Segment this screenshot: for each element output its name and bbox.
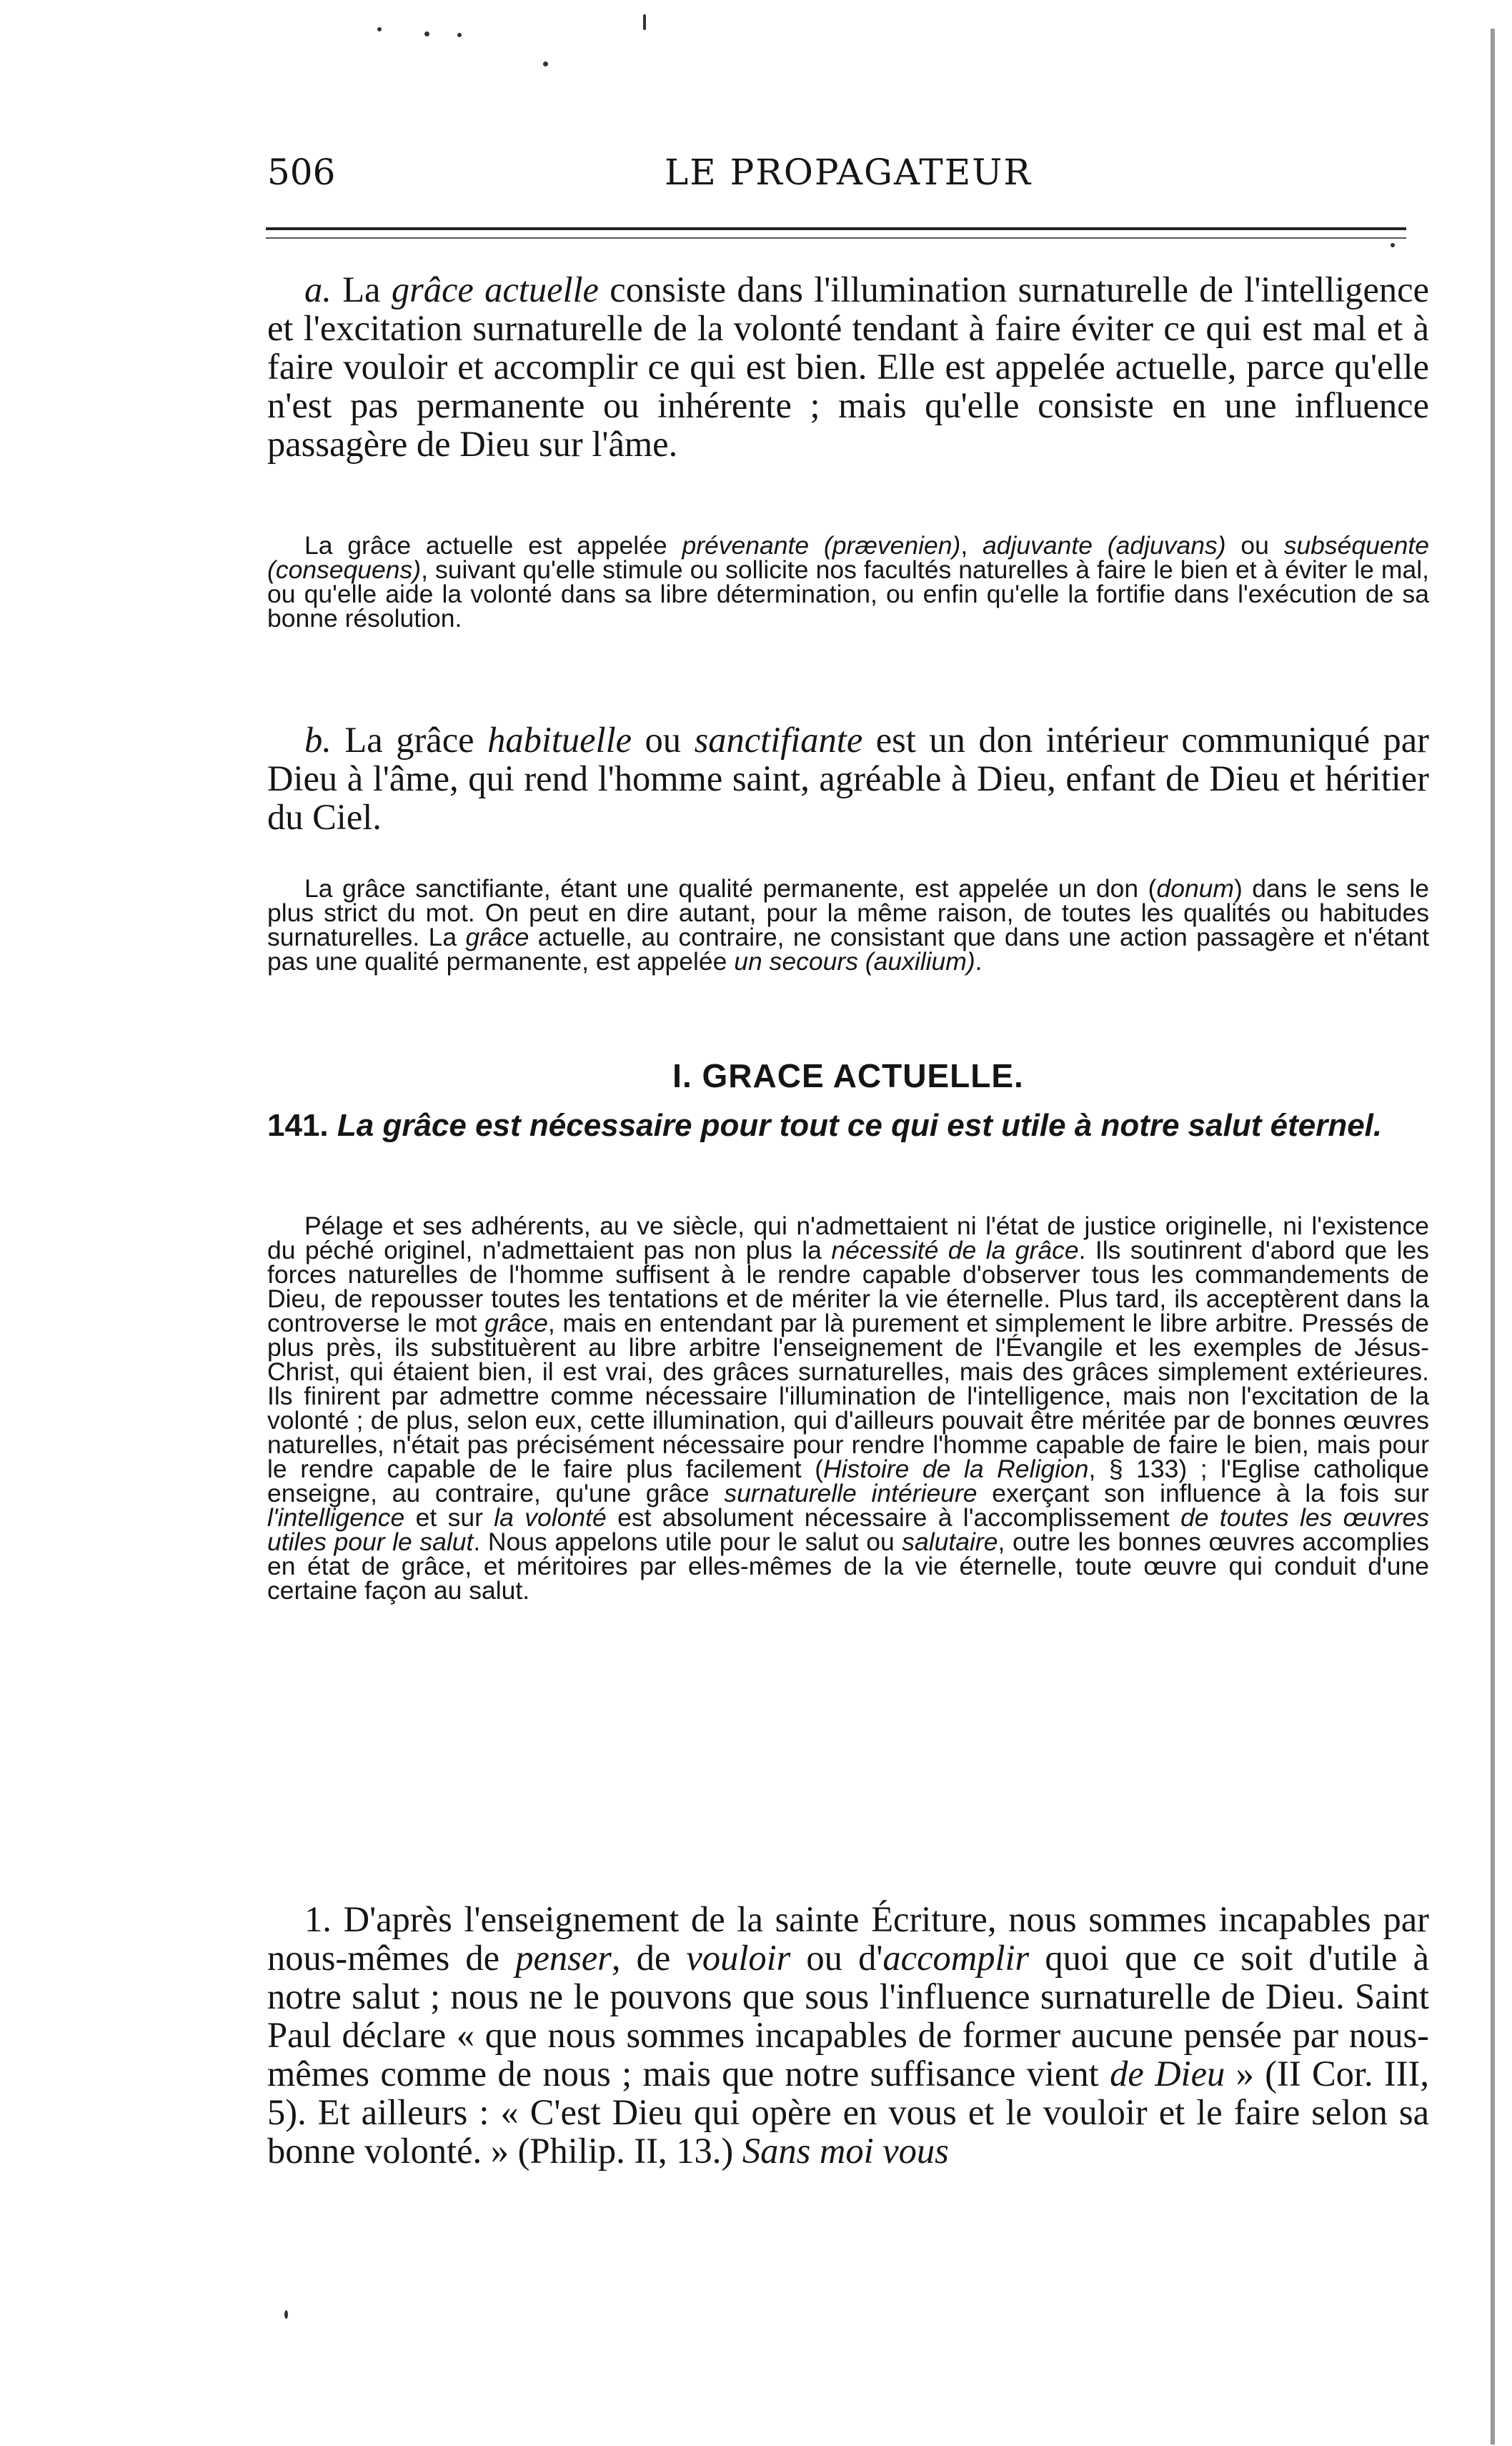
note-141: Pélage et ses adhérents, au ve siècle, qui n'admettaient ni l'état de justice originelle, ni l'existence du péché originel, n'admettaient pas non plus la nécessité de la grâce. Ils soutinrent d'abord que les forces naturelles de l'homme suffisent à le rendre capable d'observer tous les commandements de Dieu, de repousser toutes les tentations et de mériter la vie éternelle. Plus tard, ils acceptèrent dans la controverse le mot grâce, mais en entendant par là purement et simplement le libre arbitre. Pressés de plus près, ils substituèrent au libre arbitre l'enseignement de l'Évangile et les exemples de Jésus-Christ, qui étaient bien, il est vrai, des grâces surnaturelles, mais des grâces simplement extérieures. Ils finirent par admettre comme nécessaire l'illumination de l'intelligence, mais non l'excitation de la volonté ; de plus, selon eux, cette illumination, qui d'ailleurs pouvait être méritée par de bonnes œuvres naturelles, n'était pas précisément nécessaire pour rendre l'homme capable de faire le bien, mais pour le rendre capable de le faire plus facilement (Histoire de la Religion, § 133) ; l'Eglise catholique enseigne, au contraire, qu'une grâce surnaturelle intérieure exerçant son influence à la fois sur l'intelligence et sur la volonté est absolument nécessaire à l'accomplissement de toutes les œuvres utiles pour le salut. Nous appelons utile pour le salut ou salutaire, outre les bonnes œuvres accomplies en état de grâce, et méritoires par elles-mêmes de la vie éternelle, toute œuvre qui conduit d'une certaine façon au salut. (267, 1212, 1430, 1605)
paragraph-b: b. La grâce habituelle ou sanctifiante est un don intérieur communiqué par Dieu à l'âme, qui rend l'homme saint, agréable à Dieu, enfant de Dieu et héritier du Ciel. (267, 720, 1430, 837)
scan-margin-edge (1491, 29, 1495, 2445)
page-number: 506 (267, 152, 336, 193)
paragraph-a: a. La grâce actuelle consiste dans l'illumination surnaturelle de l'intelligence et l'excitation surnaturelle de la volonté tendant à faire éviter ce qui est mal et à faire vouloir et accomplir ce qui est bien. Elle est appelée actuelle, parce qu'elle n'est pas permanente ou inhérente ; mais qu'elle consiste en une influence passagère de Dieu sur l'âme. (267, 269, 1429, 464)
rule-141-heading (267, 1108, 1429, 1144)
rule-number: 141. (267, 1108, 329, 1143)
note-b: La grâce sanctifiante, étant une qualité permanente, est appelée un don (donum) dans le sens le plus strict du mot. On peut en dire autant, pour la même raison, de toutes les qualités ou habitudes surnaturelles. La grâce actuelle, au contraire, ne consistant que dans une action passagère et n'étant pas une qualité permanente, est appelée un secours (auxilium). (267, 874, 1429, 976)
paragraph-marker-a: a. (304, 269, 332, 310)
paragraph-marker-b: b. (304, 720, 332, 760)
header-rule-thin (266, 237, 1406, 239)
rule-statement: La grâce est nécessaire pour tout ce qui est utile à notre salut éternel. (328, 1108, 1383, 1143)
section-title: I. GRACE ACTUELLE. (672, 1057, 1024, 1094)
header-rule (266, 227, 1406, 230)
running-title: LE PROPAGATEUR (665, 152, 1032, 193)
running-header (267, 152, 1453, 209)
note-a: La grâce actuelle est appelée prévenante (prævenien), adjuvante (adjuvans) ou subséquente (consequens), suivant qu'elle stimule ou sollicite nos facultés naturelles à faire le bien et à éviter le mal, ou qu'elle aide la volonté dans sa libre détermination, ou enfin qu'elle la fortifie dans l'exécution de sa bonne résolution. (267, 531, 1429, 633)
paragraph-1: 1. D'après l'enseignement de la sainte Écriture, nous sommes incapables par nous-mêmes de penser, de vouloir ou d'accomplir quoi que ce soit d'utile à notre salut ; nous ne le pouvons que sous l'influence surnaturelle de Dieu. Saint Paul déclare « que nous sommes incapables de former aucune pensée par nous-mêmes comme de nous ; mais que notre suffisance vient de Dieu » (II Cor. III, 5). Et ailleurs : « C'est Dieu qui opère en vous et le vouloir et le faire selon sa bonne volonté. » (Philip. II, 13.) Sans moi vous (267, 1899, 1429, 2171)
